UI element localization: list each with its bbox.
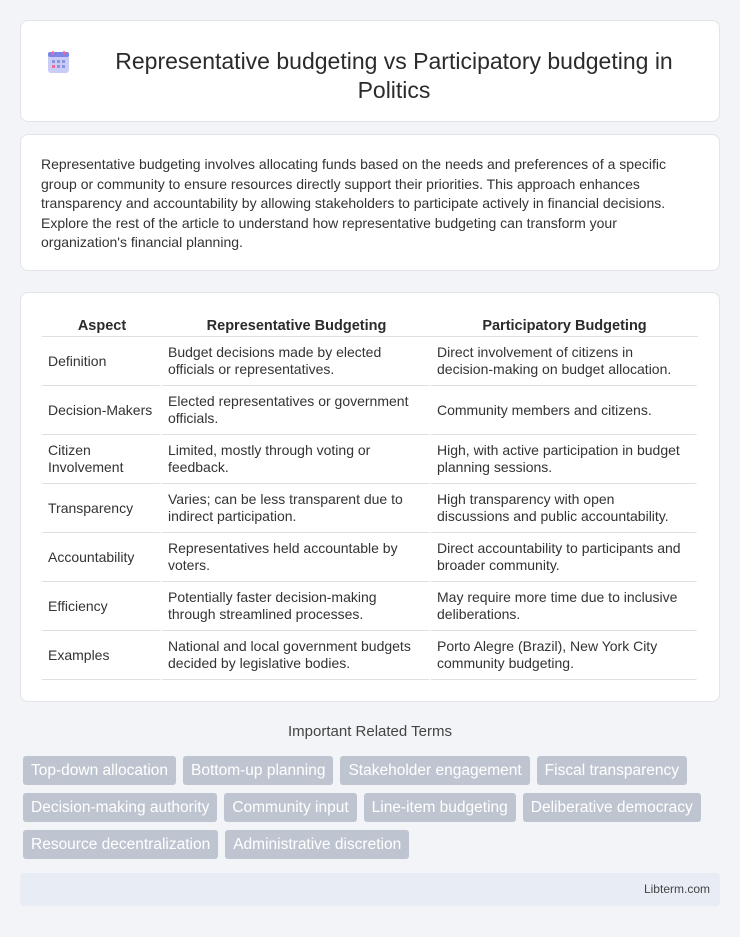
related-term-tag[interactable]: Decision-making authority <box>23 793 217 822</box>
participatory-cell: May require more time due to inclusive deliberations. <box>431 582 698 631</box>
aspect-cell: Decision-Makers <box>42 386 162 435</box>
column-header-representative: Representative Budgeting <box>162 315 431 337</box>
intro-card <box>20 134 720 271</box>
participatory-cell: Porto Alegre (Brazil), New York City community budgeting. <box>431 631 698 680</box>
table-row <box>42 582 698 631</box>
representative-cell: Varies; can be less transparent due to indirect participation. <box>162 484 431 533</box>
table-row <box>42 337 698 386</box>
representative-cell: Representatives held accountable by voters. <box>162 533 431 582</box>
aspect-cell: Citizen Involvement <box>42 435 162 484</box>
related-term-tag[interactable]: Stakeholder engagement <box>340 756 529 785</box>
participatory-cell: Direct accountability to participants and broader community. <box>431 533 698 582</box>
representative-cell: National and local government budgets decided by legislative bodies. <box>162 631 431 680</box>
related-term-tag[interactable]: Fiscal transparency <box>537 756 687 785</box>
table-row <box>42 533 698 582</box>
representative-cell: Limited, mostly through voting or feedback. <box>162 435 431 484</box>
column-header-aspect: Aspect <box>42 315 162 337</box>
representative-cell: Potentially faster decision-making through streamlined processes. <box>162 582 431 631</box>
aspect-cell: Transparency <box>42 484 162 533</box>
related-term-tag[interactable]: Top-down allocation <box>23 756 176 785</box>
participatory-cell: Direct involvement of citizens in decision-making on budget allocation. <box>431 337 698 386</box>
table-row <box>42 435 698 484</box>
document-list-icon <box>46 49 72 75</box>
aspect-cell: Accountability <box>42 533 162 582</box>
related-term-tag[interactable]: Resource decentralization <box>23 830 218 859</box>
representative-cell: Budget decisions made by elected officials or representatives. <box>162 337 431 386</box>
footer <box>20 873 720 906</box>
participatory-cell: High transparency with open discussions and public accountability. <box>431 484 698 533</box>
footer-site-link[interactable]: Libterm.com <box>643 882 710 896</box>
column-header-participatory: Participatory Budgeting <box>431 315 698 337</box>
intro-paragraph: Representative budgeting involves allocating funds based on the needs and preferences of a specific group or community to ensure resources directly support their priorities. This approach enhances transparency and accountability by allowing stakeholders to participate actively in financial decisions. Explore the rest of the article to understand how representative budgeting can transform your organization's financial planning. <box>41 156 666 251</box>
table-header-row <box>42 315 698 337</box>
related-terms-heading: Important Related Terms <box>288 723 452 740</box>
table-row <box>42 484 698 533</box>
related-terms-list <box>23 756 723 859</box>
participatory-cell: High, with active participation in budget planning sessions. <box>431 435 698 484</box>
aspect-cell: Examples <box>42 631 162 680</box>
participatory-cell: Community members and citizens. <box>431 386 698 435</box>
related-term-tag[interactable]: Community input <box>224 793 356 822</box>
page-title: Representative budgeting vs Participatory budgeting in Politics <box>115 48 673 103</box>
comparison-card <box>20 292 720 702</box>
header-card <box>20 20 720 122</box>
related-term-tag[interactable]: Bottom-up planning <box>183 756 333 785</box>
aspect-cell: Definition <box>42 337 162 386</box>
related-term-tag[interactable]: Administrative discretion <box>225 830 409 859</box>
aspect-cell: Efficiency <box>42 582 162 631</box>
related-term-tag[interactable]: Deliberative democracy <box>523 793 701 822</box>
related-term-tag[interactable]: Line-item budgeting <box>364 793 516 822</box>
representative-cell: Elected representatives or government officials. <box>162 386 431 435</box>
table-row <box>42 386 698 435</box>
comparison-table <box>42 315 698 680</box>
table-row <box>42 631 698 680</box>
